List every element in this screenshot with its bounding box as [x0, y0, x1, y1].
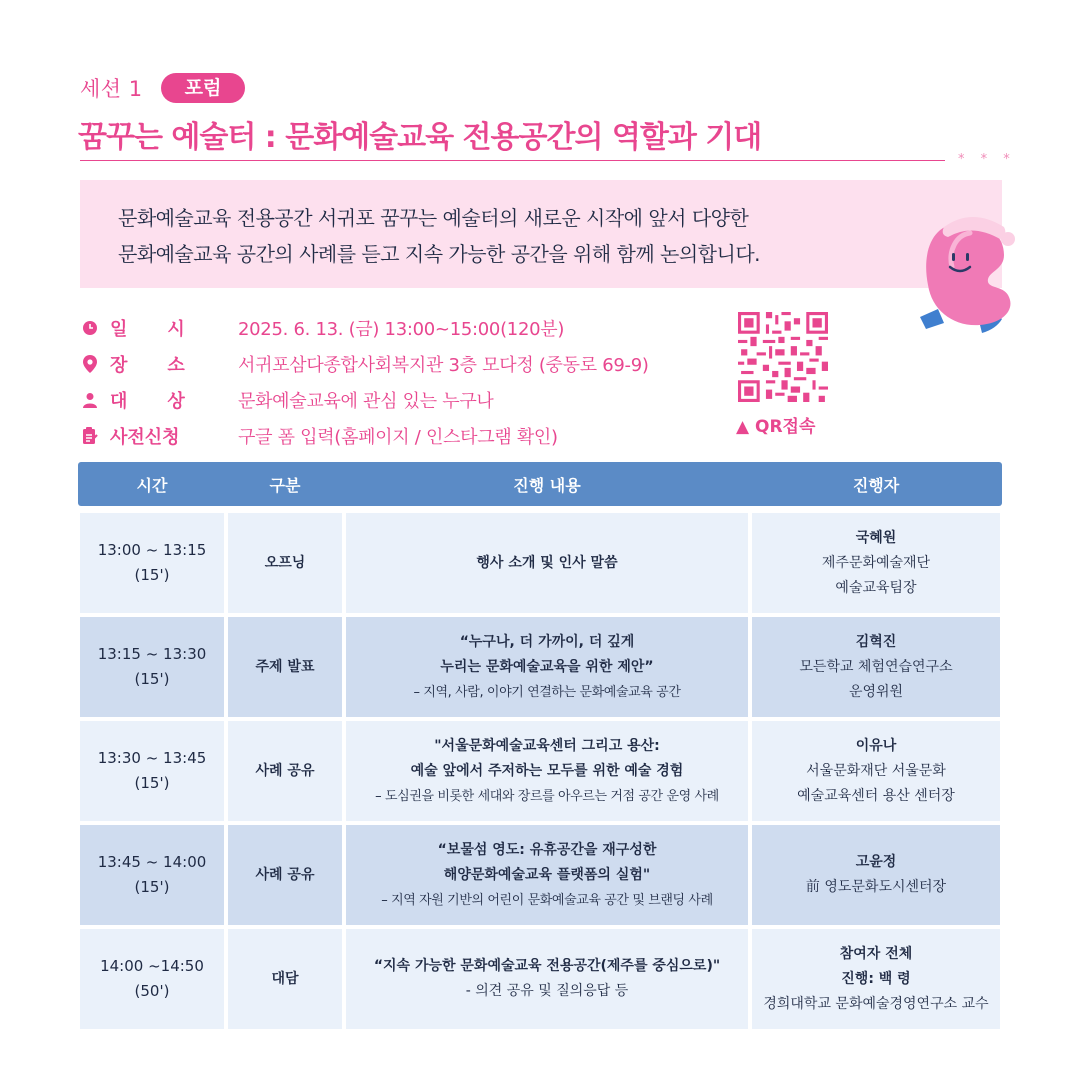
cell-category: [228, 825, 342, 925]
cell-content: [346, 721, 748, 821]
info-val-place: 서귀포삼다종합사회복지관 3층 모다정 (중동로 69-9): [238, 355, 649, 376]
info-val-apply: 구글 폼 입력(홈페이지 / 인스타그램 확인): [238, 427, 558, 448]
clock-icon: [80, 318, 100, 338]
content-line: "서울문화예술교육센터 그리고 용산:: [434, 737, 660, 754]
content-line: 누리는 문화예술교육을 위한 제안”: [440, 658, 654, 675]
cell-host: [752, 825, 1000, 925]
table-row: [78, 615, 1002, 719]
cell-content: [346, 617, 748, 717]
info-val-date: 2025. 6. 13. (금) 13:00~15:00(120분): [238, 319, 565, 340]
info-key-apply: 사전신청: [110, 427, 180, 448]
table-row: [78, 719, 1002, 823]
content-line: “누구나, 더 가까이, 더 깊게: [459, 633, 635, 650]
session-row: [80, 72, 245, 104]
time-range: 13:00 ~ 13:15: [97, 541, 207, 559]
header-host: 진행자: [852, 475, 900, 495]
host-affiliation: 모든학교 체험연습연구소: [799, 658, 953, 675]
info-row-place: [80, 346, 649, 382]
category-label: 대담: [271, 970, 299, 987]
intro-line-2: 문화예술교육 공간의 사례를 듣고 지속 가능한 공간을 위해 함께 논의합니다.: [118, 242, 760, 266]
info-val-target: 문화예술교육에 관심 있는 누구나: [238, 391, 494, 412]
qr-code[interactable]: [738, 312, 828, 402]
event-info: [80, 310, 649, 454]
mascot-illustration: [900, 205, 1025, 345]
time-range: 14:00 ~14:50: [100, 957, 204, 975]
table-row: [78, 823, 1002, 927]
cell-host: [752, 929, 1000, 1029]
category-label: 오프닝: [264, 554, 306, 571]
content-subline: – 지역, 사람, 이야기 연결하는 문화예술교육 공간: [413, 684, 681, 700]
host-position: 운영위원: [848, 683, 904, 700]
duration: (50'): [134, 982, 170, 1000]
cell-content: [346, 929, 748, 1029]
info-key-place: 장소: [110, 355, 225, 376]
table-header: [78, 462, 1002, 506]
host-affiliation: 서울문화재단 서울문화: [806, 762, 946, 779]
info-row-apply: [80, 418, 649, 454]
cell-host: [752, 721, 1000, 821]
content-subline: – 지역 자원 기반의 어린이 문화예술교육 공간 및 브랜딩 사례: [381, 892, 713, 908]
duration: (15'): [134, 878, 170, 896]
person-icon: [80, 390, 100, 410]
info-key-date: 일시: [110, 319, 225, 340]
cell-category: [228, 617, 342, 717]
category-label: 사례 공유: [255, 762, 315, 779]
cell-content: [346, 513, 748, 613]
header-content: 진행 내용: [513, 475, 581, 495]
table-body: [78, 511, 1002, 1031]
content-line: 예술 앞에서 주저하는 모두를 위한 예술 경험: [410, 762, 684, 779]
decorative-stars: * * *: [958, 152, 1016, 167]
session-label: 세션 1: [80, 77, 143, 101]
time-range: 13:30 ~ 13:45: [97, 749, 207, 767]
category-label: 사례 공유: [255, 866, 315, 883]
host-name: 이유나: [855, 737, 897, 754]
cell-time: [80, 617, 224, 717]
moderator-name: 진행: 백 령: [841, 970, 911, 987]
schedule-table: [78, 462, 1002, 1031]
header-category: 구분: [269, 475, 301, 495]
host-position: 예술교육센터 용산 센터장: [797, 787, 955, 804]
cell-host: [752, 617, 1000, 717]
table-row: [78, 927, 1002, 1031]
host-affiliation: 前 영도문화도시센터장: [805, 879, 947, 895]
host-name: 고윤정: [855, 854, 897, 870]
form-icon: [80, 426, 100, 446]
host-affiliation: 경희대학교 문화예술경영연구소 교수: [763, 995, 989, 1012]
duration: (15'): [134, 774, 170, 792]
content-subline: – 도심권을 비롯한 세대와 장르를 아우르는 거점 공간 운영 사례: [375, 788, 719, 804]
session-badge: 포럼: [161, 73, 246, 103]
cell-category: [228, 721, 342, 821]
content-line: “지속 가능한 문화예술교육 전용공간(제주를 중심으로)": [373, 958, 721, 974]
header-time: 시간: [136, 475, 168, 495]
content-subline: - 의견 공유 및 질의응답 등: [465, 983, 629, 999]
cell-category: [228, 929, 342, 1029]
title-divider: [80, 160, 945, 161]
time-range: 13:45 ~ 14:00: [97, 853, 207, 871]
duration: (15'): [134, 566, 170, 584]
host-name: 김혁진: [855, 633, 897, 650]
cell-category: [228, 513, 342, 613]
host-name: 국혜원: [855, 529, 897, 546]
intro-line-1: 문화예술교육 전용공간 서귀포 꿈꾸는 예술터의 새로운 시작에 앞서 다양한: [118, 206, 749, 230]
cell-time: [80, 513, 224, 613]
host-name: 참여자 전체: [839, 945, 913, 962]
content-line: 해양문화예술교육 플랫폼의 실험": [443, 866, 651, 883]
cell-host: [752, 513, 1000, 613]
time-range: 13:15 ~ 13:30: [97, 645, 207, 663]
content-line: 행사 소개 및 인사 말씀: [476, 554, 618, 571]
cell-time: [80, 929, 224, 1029]
table-row: [78, 511, 1002, 615]
cell-time: [80, 825, 224, 925]
cell-content: [346, 825, 748, 925]
intro-box: [80, 180, 1002, 288]
category-label: 주제 발표: [255, 658, 315, 675]
cell-time: [80, 721, 224, 821]
info-row-date: [80, 310, 649, 346]
info-key-target: 대상: [110, 391, 225, 412]
info-row-target: [80, 382, 649, 418]
page-title: 꿈꾸는 예술터 : 문화예술교육 전용공간의 역할과 기대: [78, 120, 762, 155]
host-affiliation: 제주문화예술재단: [821, 554, 931, 571]
location-pin-icon: [80, 354, 100, 374]
duration: (15'): [134, 670, 170, 688]
host-position: 예술교육팀장: [835, 579, 917, 596]
content-line: “보물섬 영도: 유휴공간을 재구성한: [437, 841, 657, 858]
qr-link-label[interactable]: ▲ QR접속: [736, 417, 816, 437]
